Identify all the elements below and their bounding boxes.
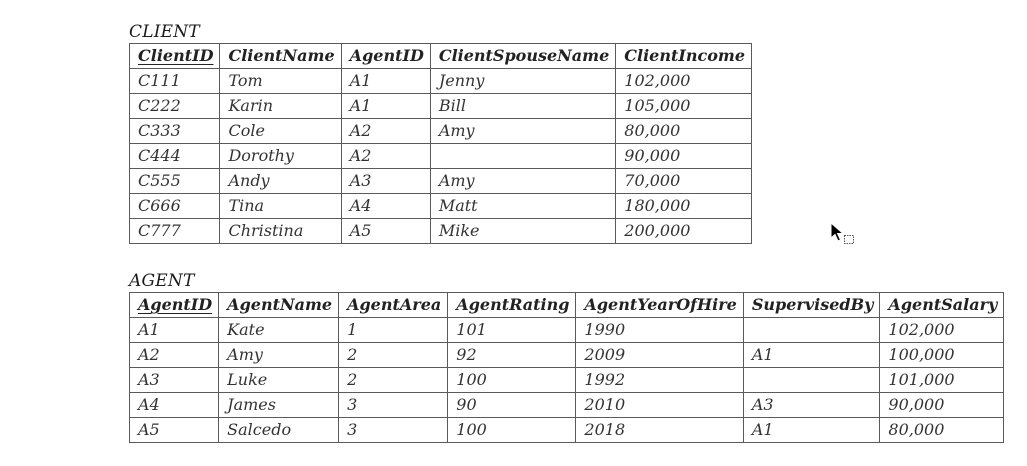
agent-cell: 90,000: [880, 393, 1004, 418]
agent-cell: 3: [339, 418, 448, 443]
client-cell: 102,000: [616, 69, 752, 94]
agent-col-header: AgentName: [219, 293, 339, 318]
client-cell: Mike: [430, 219, 615, 244]
client-row: [130, 119, 752, 144]
client-cell: A1: [341, 94, 430, 119]
client-cell: 80,000: [616, 119, 752, 144]
agent-cell: A3: [130, 368, 219, 393]
client-cell: Tom: [220, 69, 341, 94]
client-header-row: [130, 44, 752, 69]
client-cell: 180,000: [616, 194, 752, 219]
agent-col-header: AgentID: [130, 293, 219, 318]
client-col-header: ClientSpouseName: [430, 44, 615, 69]
client-cell: A4: [341, 194, 430, 219]
agent-cell: Salcedo: [219, 418, 339, 443]
client-cell: 90,000: [616, 144, 752, 169]
agent-cell: 90: [448, 393, 576, 418]
client-cell: Cole: [220, 119, 341, 144]
client-table-caption: CLIENT: [129, 22, 200, 42]
client-cell: Amy: [430, 119, 615, 144]
client-row: [130, 219, 752, 244]
agent-cell: Luke: [219, 368, 339, 393]
client-cell: A5: [341, 219, 430, 244]
client-row: [130, 69, 752, 94]
mouse-pointer-with-copy-icon: [830, 222, 860, 248]
agent-cell: A1: [743, 418, 880, 443]
agent-row: [130, 318, 1004, 343]
agent-table: [129, 292, 1004, 443]
client-row: [130, 94, 752, 119]
agent-cell: 101: [448, 318, 576, 343]
client-cell: A2: [341, 144, 430, 169]
agent-cell: 2: [339, 368, 448, 393]
client-cell: C333: [130, 119, 220, 144]
client-col-header: ClientID: [130, 44, 220, 69]
client-cell: Karin: [220, 94, 341, 119]
agent-header-row: [130, 293, 1004, 318]
agent-table-caption: AGENT: [129, 271, 195, 291]
agent-col-header: AgentYearOfHire: [576, 293, 743, 318]
agent-cell: Amy: [219, 343, 339, 368]
client-col-header: ClientIncome: [616, 44, 752, 69]
client-cell: [430, 144, 615, 169]
client-cell: Tina: [220, 194, 341, 219]
agent-cell: A1: [743, 343, 880, 368]
agent-cell: A4: [130, 393, 219, 418]
agent-cell: 100,000: [880, 343, 1004, 368]
client-cell: C666: [130, 194, 220, 219]
client-row: [130, 169, 752, 194]
agent-row: [130, 368, 1004, 393]
client-cell: Jenny: [430, 69, 615, 94]
agent-cell: 3: [339, 393, 448, 418]
client-cell: Matt: [430, 194, 615, 219]
client-col-header: AgentID: [341, 44, 430, 69]
client-col-header: ClientName: [220, 44, 341, 69]
client-cell: A3: [341, 169, 430, 194]
client-cell: C222: [130, 94, 220, 119]
agent-cell: 100: [448, 418, 576, 443]
agent-cell: 2018: [576, 418, 743, 443]
client-cell: 70,000: [616, 169, 752, 194]
agent-cell: 101,000: [880, 368, 1004, 393]
client-table: [129, 43, 752, 244]
agent-cell: [743, 368, 880, 393]
agent-cell: 2: [339, 343, 448, 368]
agent-cell: Kate: [219, 318, 339, 343]
client-cell: 200,000: [616, 219, 752, 244]
agent-cell: 102,000: [880, 318, 1004, 343]
client-cell: C444: [130, 144, 220, 169]
agent-cell: 92: [448, 343, 576, 368]
agent-row: [130, 393, 1004, 418]
client-cell: 105,000: [616, 94, 752, 119]
agent-col-header: SupervisedBy: [743, 293, 880, 318]
client-cell: Bill: [430, 94, 615, 119]
client-row: [130, 144, 752, 169]
agent-col-header: AgentArea: [339, 293, 448, 318]
client-cell: C111: [130, 69, 220, 94]
client-cell: A2: [341, 119, 430, 144]
agent-cell: 100: [448, 368, 576, 393]
agent-cell: 2009: [576, 343, 743, 368]
agent-row: [130, 343, 1004, 368]
client-cell: C555: [130, 169, 220, 194]
agent-cell: 1: [339, 318, 448, 343]
agent-cell: [743, 318, 880, 343]
client-cell: Amy: [430, 169, 615, 194]
agent-cell: 1990: [576, 318, 743, 343]
agent-cell: A5: [130, 418, 219, 443]
client-cell: C777: [130, 219, 220, 244]
client-cell: Dorothy: [220, 144, 341, 169]
agent-row: [130, 418, 1004, 443]
agent-col-header: AgentSalary: [880, 293, 1004, 318]
agent-cell: 80,000: [880, 418, 1004, 443]
agent-cell: A3: [743, 393, 880, 418]
client-cell: Christina: [220, 219, 341, 244]
client-cell: A1: [341, 69, 430, 94]
agent-cell: 1992: [576, 368, 743, 393]
client-cell: Andy: [220, 169, 341, 194]
agent-cell: A2: [130, 343, 219, 368]
agent-col-header: AgentRating: [448, 293, 576, 318]
client-row: [130, 194, 752, 219]
agent-cell: 2010: [576, 393, 743, 418]
agent-cell: A1: [130, 318, 219, 343]
agent-cell: James: [219, 393, 339, 418]
